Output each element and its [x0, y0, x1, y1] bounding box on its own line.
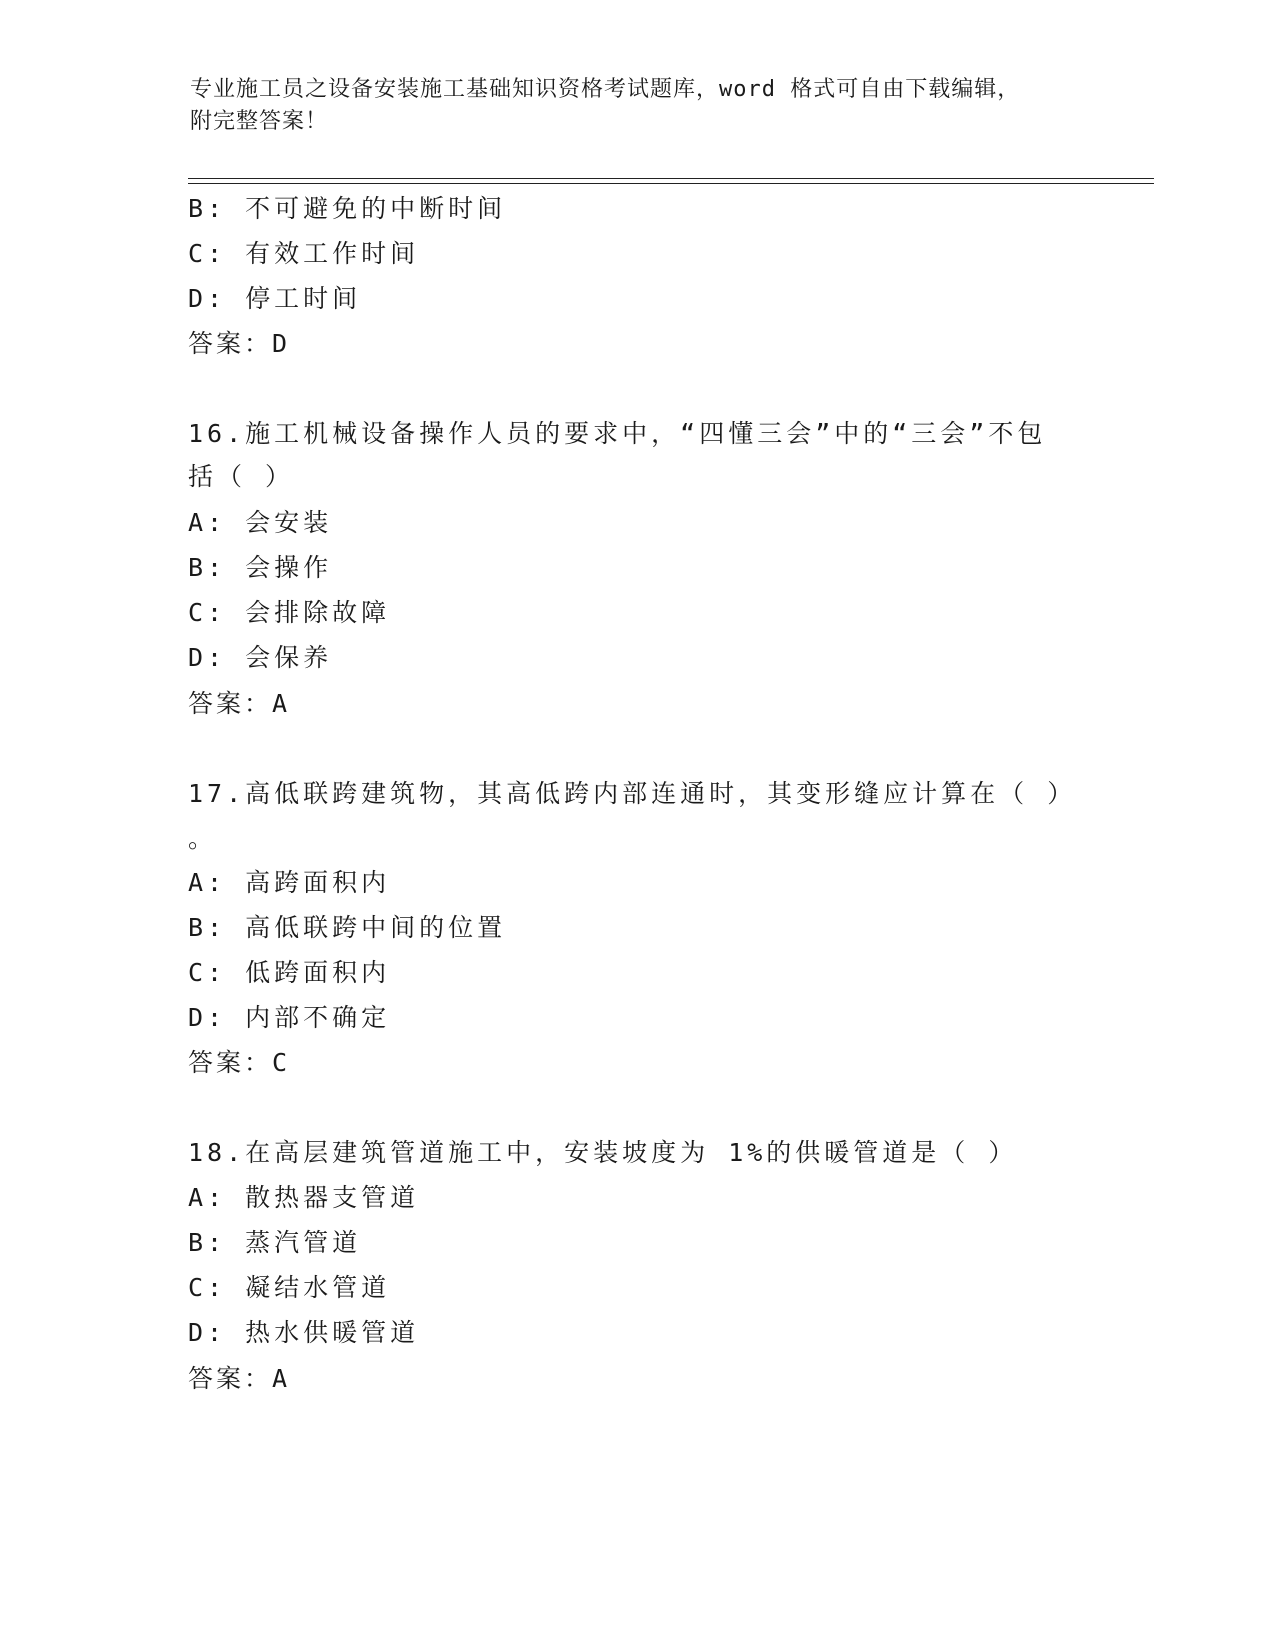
q18-answer-label: 答案：: [188, 1364, 273, 1393]
q18-option-c: C: 凝结水管道: [188, 1273, 391, 1302]
header-rule-top: [188, 178, 1154, 179]
header-line-1: 专业施工员之设备安装施工基础知识资格考试题库，word 格式可自由下载编辑，: [190, 77, 1021, 102]
document-header: [190, 74, 1070, 138]
q17-stem-line-1: 17.高低联跨建筑物，其高低跨内部连通时，其变形缝应计算在（ ）: [188, 779, 1077, 808]
q17-option-d: D: 内部不确定: [188, 1003, 391, 1032]
q17-stem-line-2: 。: [188, 824, 218, 853]
q18-option-a: A: 散热器支管道: [188, 1183, 420, 1212]
q17-answer-label: 答案：: [188, 1048, 273, 1077]
q17-option-b: B: 高低联跨中间的位置: [188, 913, 507, 942]
q16-option-c: C: 会排除故障: [188, 598, 391, 627]
q15-option-d: D: 停工时间: [188, 284, 362, 313]
q17-option-a: A: 高跨面积内: [188, 868, 391, 897]
q16-stem-line-1: 16.施工机械设备操作人员的要求中，“四懂三会”中的“三会”不包: [188, 419, 1047, 448]
q15-answer: [188, 328, 290, 360]
q16-answer: [188, 688, 290, 720]
q16-option-d: D: 会保养: [188, 643, 333, 672]
header-line-2: 附完整答案！: [190, 109, 329, 134]
q18-answer-value: A: [272, 1364, 291, 1393]
q15-answer-label: 答案：: [188, 329, 273, 358]
q18-stem-line-1: 18.在高层建筑管道施工中，安装坡度为 1%的供暖管道是（ ）: [188, 1138, 1018, 1167]
q17-answer: [188, 1047, 290, 1079]
q18-option-b: B: 蒸汽管道: [188, 1228, 362, 1257]
q17-answer-value: C: [272, 1048, 291, 1077]
q15-option-b: B: 不可避免的中断时间: [188, 194, 507, 223]
q16-stem-line-2: 括（ ）: [188, 462, 295, 491]
q16-answer-value: A: [272, 689, 291, 718]
q18-answer: [188, 1363, 290, 1395]
q15-answer-value: D: [272, 329, 291, 358]
q16-option-a: A: 会安装: [188, 508, 333, 537]
q18-option-d: D: 热水供暖管道: [188, 1318, 420, 1347]
q15-option-c: C: 有效工作时间: [188, 239, 420, 268]
header-rule-bottom: [188, 183, 1154, 184]
q16-answer-label: 答案：: [188, 689, 273, 718]
q16-option-b: B: 会操作: [188, 553, 333, 582]
q17-option-c: C: 低跨面积内: [188, 958, 391, 987]
